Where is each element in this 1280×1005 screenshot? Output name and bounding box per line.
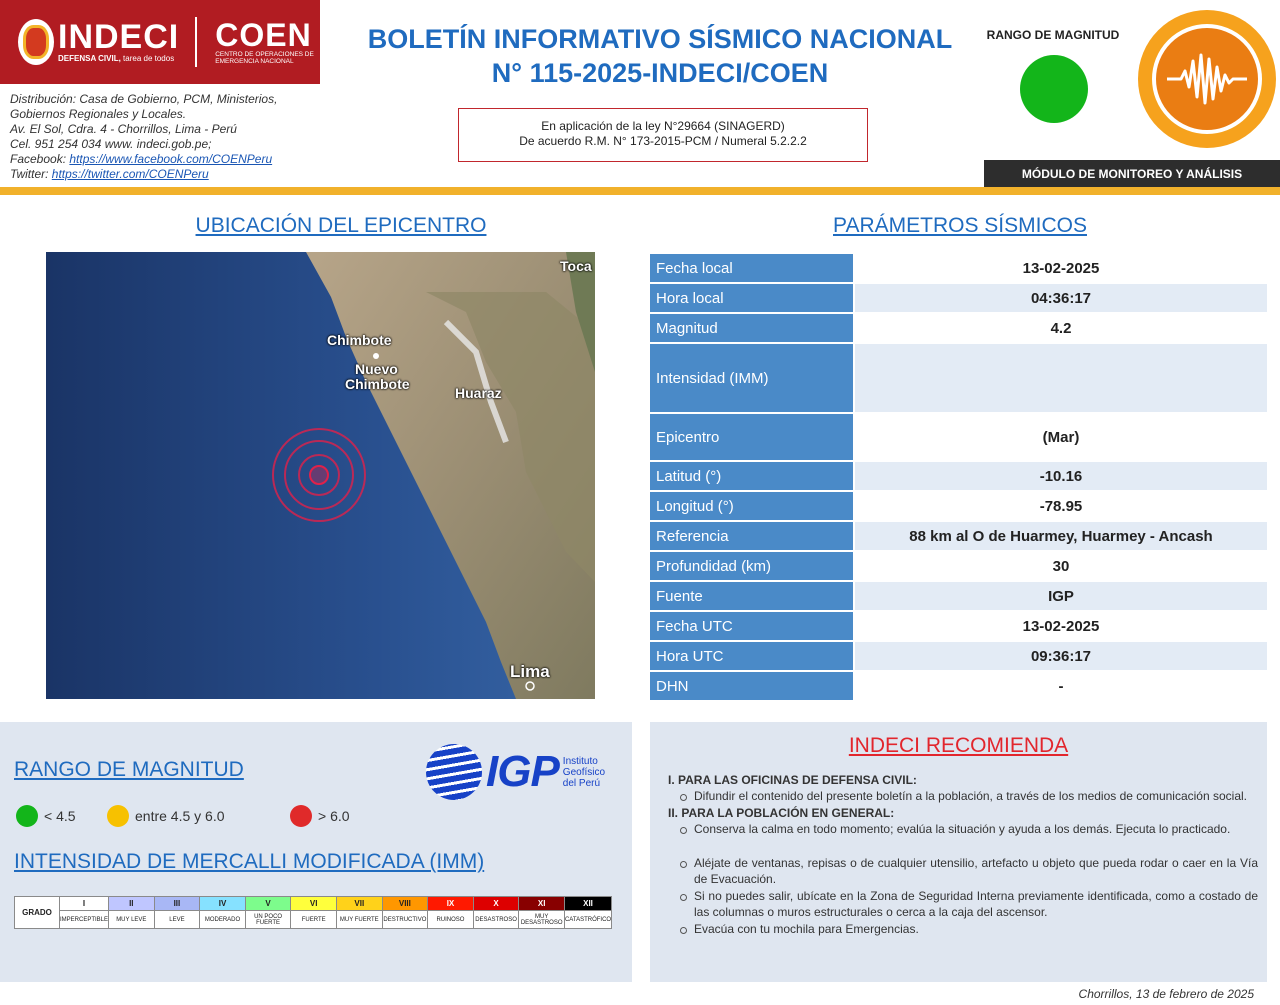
imm-level-number: VII	[336, 897, 382, 911]
param-row	[650, 672, 1267, 700]
imm-level-label: UN POCO FUERTE	[245, 911, 291, 929]
imm-level-number: XII	[564, 897, 611, 911]
igp-sub-1: Instituto	[562, 755, 598, 767]
rec-item: Conserva la calma en todo momento; evalúa la situación y ayuda a los demás. Ejecuta lo practicado.	[680, 822, 1258, 838]
legend-label: entre 4.5 y 6.0	[135, 808, 225, 824]
imm-grado-label: GRADO	[15, 897, 60, 929]
param-value	[855, 344, 1267, 412]
imm-level-label: MUY DESASTROSO	[519, 911, 565, 929]
param-value: 4.2	[855, 314, 1267, 342]
indeci-emblem-icon	[18, 19, 54, 65]
param-value: 13-02-2025	[855, 254, 1267, 282]
param-key: Hora UTC	[650, 642, 855, 670]
param-key: Fecha UTC	[650, 612, 855, 640]
rec-section-2-title: II. PARA LA POBLACIÓN EN GENERAL:	[668, 806, 895, 820]
magnitude-range-indicator	[1020, 55, 1088, 123]
param-key: Epicentro	[650, 414, 855, 460]
param-row	[650, 254, 1267, 282]
map-label-toca: Toca	[560, 258, 592, 274]
igp-logo	[426, 744, 605, 800]
param-value: 09:36:17	[855, 642, 1267, 670]
twitter-link[interactable]: https://twitter.com/COENPeru	[51, 167, 209, 181]
param-row	[650, 344, 1267, 412]
param-row	[650, 462, 1267, 490]
imm-level-number: V	[245, 897, 291, 911]
imm-level-number: VIII	[382, 897, 428, 911]
param-key: Fecha local	[650, 254, 855, 282]
param-key: Fuente	[650, 582, 855, 610]
imm-title: INTENSIDAD DE MERCALLI MODIFICADA (IMM)	[14, 850, 485, 873]
recommendations-list	[662, 773, 1258, 940]
header-divider-bar	[0, 187, 1280, 195]
indeci-tagline: DEFENSA CIVIL, tarea de todos	[58, 54, 175, 63]
footer-date: Chorrillos, 13 de febrero de 2025	[1078, 987, 1254, 1001]
contact-info	[10, 92, 320, 182]
rango-magnitud-title: RANGO DE MAGNITUD	[14, 758, 244, 781]
param-row	[650, 582, 1267, 610]
igp-globe-icon	[426, 744, 482, 800]
param-value: -	[855, 672, 1267, 700]
indeci-name: INDECI	[58, 18, 180, 56]
title-line-2: N° 115-2025-INDECI/COEN	[491, 58, 829, 88]
map-label-lima: Lima	[510, 662, 550, 681]
param-row	[650, 414, 1267, 460]
map-graphic	[46, 252, 595, 699]
param-value: -10.16	[855, 462, 1267, 490]
param-key: Magnitud	[650, 314, 855, 342]
igp-letters: IGP	[486, 747, 559, 796]
param-key: Referencia	[650, 522, 855, 550]
rec-item: Difundir el contenido del presente boletín a la población, a través de los medios de comunicación social.	[680, 789, 1258, 805]
seismograph-icon	[1138, 10, 1276, 148]
map-label-nuevo-chimbote: Chimbote	[345, 376, 410, 392]
bulletin-title	[340, 22, 980, 90]
law-line-1: En aplicación de la ley N°29664 (SINAGERD)	[541, 119, 785, 133]
param-row	[650, 612, 1267, 640]
param-key: Profundidad (km)	[650, 552, 855, 580]
legend-dot-red	[290, 805, 312, 827]
igp-sub-2: Geofísico	[562, 766, 606, 778]
map-label-chimbote: Chimbote	[327, 332, 392, 348]
imm-level-number: VI	[291, 897, 337, 911]
indeci-coen-logo	[0, 0, 320, 84]
imm-level-label: MODERADO	[200, 911, 246, 929]
imm-level-label: MUY FUERTE	[336, 911, 382, 929]
contact-facebook: Facebook: https://www.facebook.com/COENPeru	[10, 152, 273, 166]
imm-level-label: MUY LEVE	[109, 911, 155, 929]
recomienda-title: INDECI RECOMIENDA	[848, 734, 1069, 757]
param-key: Intensidad (IMM)	[650, 344, 855, 412]
logo-divider	[195, 17, 197, 67]
imm-level-number: XI	[519, 897, 565, 911]
rec-section-1-title: I. PARA LAS OFICINAS DE DEFENSA CIVIL:	[668, 773, 917, 787]
param-key: Hora local	[650, 284, 855, 312]
contact-line: Distribución: Casa de Gobierno, PCM, Ministerios,	[10, 92, 278, 106]
map-label-huaraz: Huaraz	[455, 385, 502, 401]
imm-level-label: DESASTROSO	[473, 911, 519, 929]
imm-level-number: IV	[200, 897, 246, 911]
modulo-banner: MÓDULO DE MONITOREO Y ANÁLISIS	[984, 160, 1280, 188]
imm-scale-table	[14, 896, 612, 929]
imm-level-label: FUERTE	[291, 911, 337, 929]
imm-level-label: RUINOSO	[428, 911, 474, 929]
param-value: (Mar)	[855, 414, 1267, 460]
imm-level-number: X	[473, 897, 519, 911]
legend-label: > 6.0	[318, 808, 350, 824]
parametros-table	[650, 252, 1267, 702]
title-line-1: BOLETÍN INFORMATIVO SÍSMICO NACIONAL	[367, 24, 953, 54]
map-label-nuevo: Nuevo	[355, 361, 398, 377]
rec-item: Si no puedes salir, ubícate en la Zona de Seguridad Interna previamente identificada, como a costado de las columnas o muros estructurales o cerca a la caja del ascensor.	[680, 889, 1258, 920]
param-key: Longitud (°)	[650, 492, 855, 520]
imm-level-label: IMPERCEPTIBLE	[60, 911, 109, 929]
legend-label: < 4.5	[44, 808, 76, 824]
imm-level-number: III	[154, 897, 200, 911]
param-row	[650, 642, 1267, 670]
param-value: 30	[855, 552, 1267, 580]
imm-level-label: DESTRUCTIVO	[382, 911, 428, 929]
param-row	[650, 522, 1267, 550]
epicenter-map[interactable]	[46, 252, 595, 699]
param-value: 04:36:17	[855, 284, 1267, 312]
param-value: 88 km al O de Huarmey, Huarmey - Ancash	[855, 522, 1267, 550]
legend-dot-green	[16, 805, 38, 827]
coen-subtitle: CENTRO DE OPERACIONES DE EMERGENCIA NACIONAL	[215, 50, 314, 65]
law-box	[458, 108, 868, 162]
param-value: 13-02-2025	[855, 612, 1267, 640]
coen-name: COEN	[215, 16, 312, 53]
rango-header-label: RANGO DE MAGNITUD	[986, 28, 1120, 42]
imm-level-label: CATASTRÓFICO	[564, 911, 611, 929]
legend-item-high	[290, 805, 350, 827]
parametros-title: PARÁMETROS SÍSMICOS	[833, 214, 1087, 237]
epicentro-title: UBICACIÓN DEL EPICENTRO	[195, 214, 487, 237]
param-key: DHN	[650, 672, 855, 700]
param-value: -78.95	[855, 492, 1267, 520]
imm-level-label: LEVE	[154, 911, 200, 929]
legend-dot-yellow	[107, 805, 129, 827]
law-line-2: De acuerdo R.M. N° 173-2015-PCM / Numeral 5.2.2.2	[519, 134, 807, 148]
igp-sub-3: del Perú	[562, 777, 601, 789]
legend-item-mid	[107, 805, 225, 827]
param-value: IGP	[855, 582, 1267, 610]
imm-level-number: II	[109, 897, 155, 911]
param-row	[650, 314, 1267, 342]
rec-item: Evacúa con tu mochila para Emergencias.	[680, 922, 1258, 938]
contact-line: Cel. 951 254 034 www. indeci.gob.pe;	[10, 137, 212, 151]
param-row	[650, 492, 1267, 520]
param-key: Latitud (°)	[650, 462, 855, 490]
contact-line: Av. El Sol, Cdra. 4 - Chorrillos, Lima - Perú	[10, 122, 237, 136]
contact-twitter: Twitter: https://twitter.com/COENPeru	[10, 167, 209, 181]
rec-item: Aléjate de ventanas, repisas o de cualquier utensilio, artefacto u objeto que pueda rodar o caer en la Vía de Evacuación.	[680, 856, 1258, 887]
imm-level-number: I	[60, 897, 109, 911]
facebook-link[interactable]: https://www.facebook.com/COENPeru	[69, 152, 273, 166]
contact-line: Gobiernos Regionales y Locales.	[10, 107, 187, 121]
legend-item-low	[16, 805, 76, 827]
param-row	[650, 552, 1267, 580]
param-row	[650, 284, 1267, 312]
imm-level-number: IX	[428, 897, 474, 911]
